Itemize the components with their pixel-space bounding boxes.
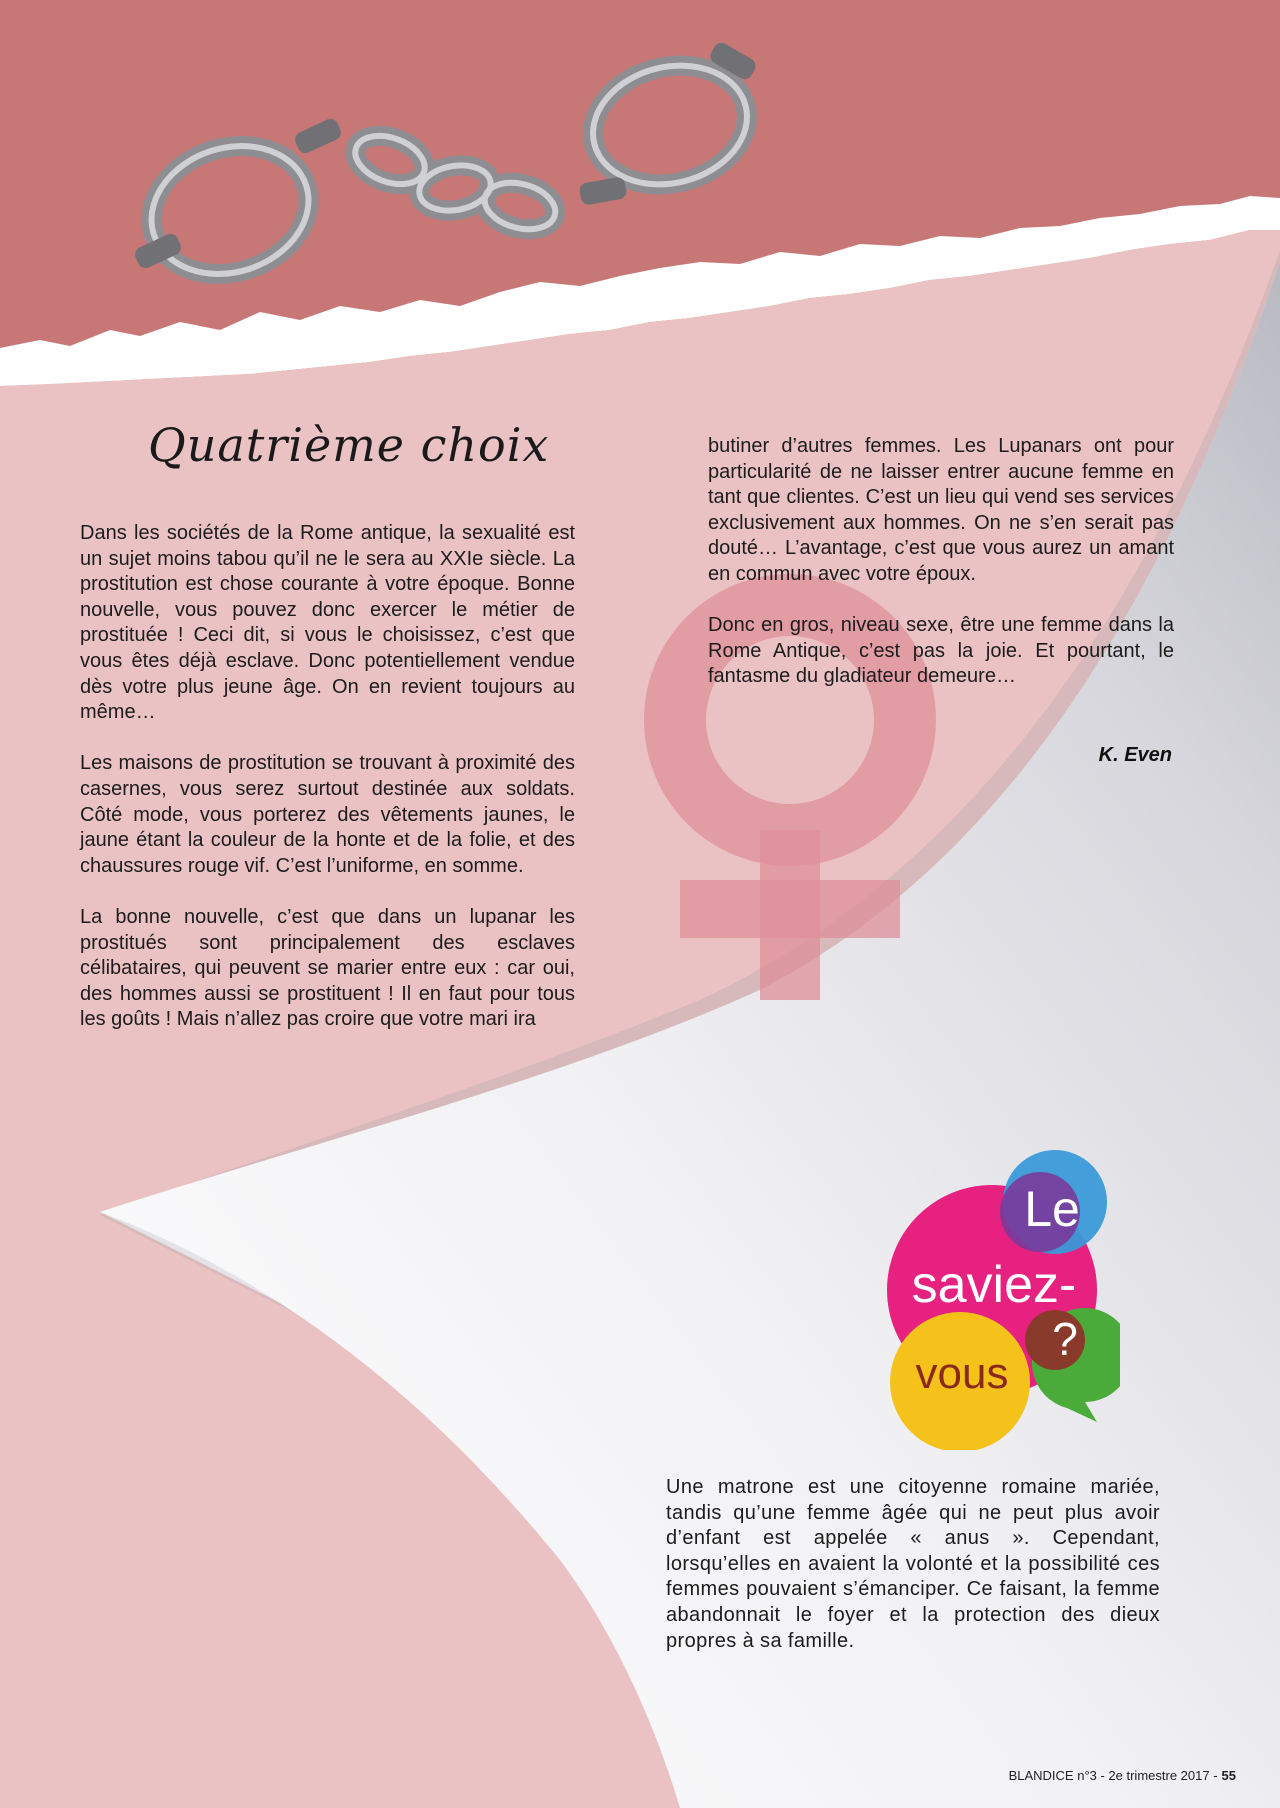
article-author: K. Even	[1098, 744, 1172, 766]
shackles-illustration	[110, 30, 830, 330]
issue-label: BLANDICE n°3 - 2e trimestre 2017 -	[1008, 1768, 1218, 1783]
page-number: 55	[1221, 1768, 1236, 1783]
paragraph: Donc en gros, niveau sexe, être une femme dans la Rome Antique, c’est pas la joie. Et pourtant, le fantasme du gladiateur demeure…	[708, 614, 1174, 688]
page-footer	[1000, 1768, 1236, 1783]
paragraph: Les maisons de prostitution se trouvant à proximité des casernes, vous serez surtout destinée aux soldats. Côté mode, vous porterez des vêtements jaunes, le jaune étant la couleur de la honte et de la folie, et des chaussures rouge vif. C’est l’uniforme, en somme.	[80, 752, 575, 877]
paragraph: Dans les sociétés de la Rome antique, la sexualité est un sujet moins tabou qu’il ne le sera au XXIe siècle. La prostitution est chose courante à votre époque. Bonne nouvelle, vous pouvez donc exercer le métier de prostituée ! Ceci dit, si vous le choisissez, c’est que vous êtes déjà esclave. Donc potentiellement vendue dès votre plus jeune âge. On en revient toujours au même…	[80, 522, 575, 724]
article-left-column	[80, 521, 575, 1058]
saviez-vous-badge	[880, 1150, 1120, 1450]
paragraph: La bonne nouvelle, c’est que dans un lupanar les prostitués sont principalement des esclaves célibataires, qui peuvent se marier entre eux : car oui, des hommes aussi se prostituent ! Il en faut pour tous les goûts ! Mais n’allez pas croire que votre mari ira	[80, 905, 575, 1031]
article-right-column	[708, 434, 1174, 716]
article-title: Quatrième choix	[148, 418, 550, 472]
paragraph: butiner d’autres femmes. Les Lupanars ont pour particularité de ne laisser entrer aucune femme en tant que clientes. C’est un lieu qui vend ses services exclusivement aux hommes. On ne s’en serait pas douté… L’avantage, c’est que vous aurez un amant en commun avec votre époux.	[708, 435, 1174, 585]
badge-word-vous: vous	[915, 1349, 1009, 1398]
badge-question-mark: ?	[1052, 1313, 1078, 1365]
paragraph: Une matrone est une citoyenne romaine mariée, tandis qu’une femme âgée qui ne peut plus avoir d’enfant est appelée « anus ». Cependant, lorsqu’elles en avaient la volonté et la possibilité ces femmes pouvaient s’émanciper. Ce faisant, la femme abandonnait le foyer et la protection des dieux propres à sa famille.	[666, 1476, 1160, 1652]
badge-word-saviez: saviez-	[911, 1256, 1077, 1314]
saviez-vous-text	[666, 1475, 1160, 1680]
badge-word-le: Le	[1024, 1181, 1080, 1237]
